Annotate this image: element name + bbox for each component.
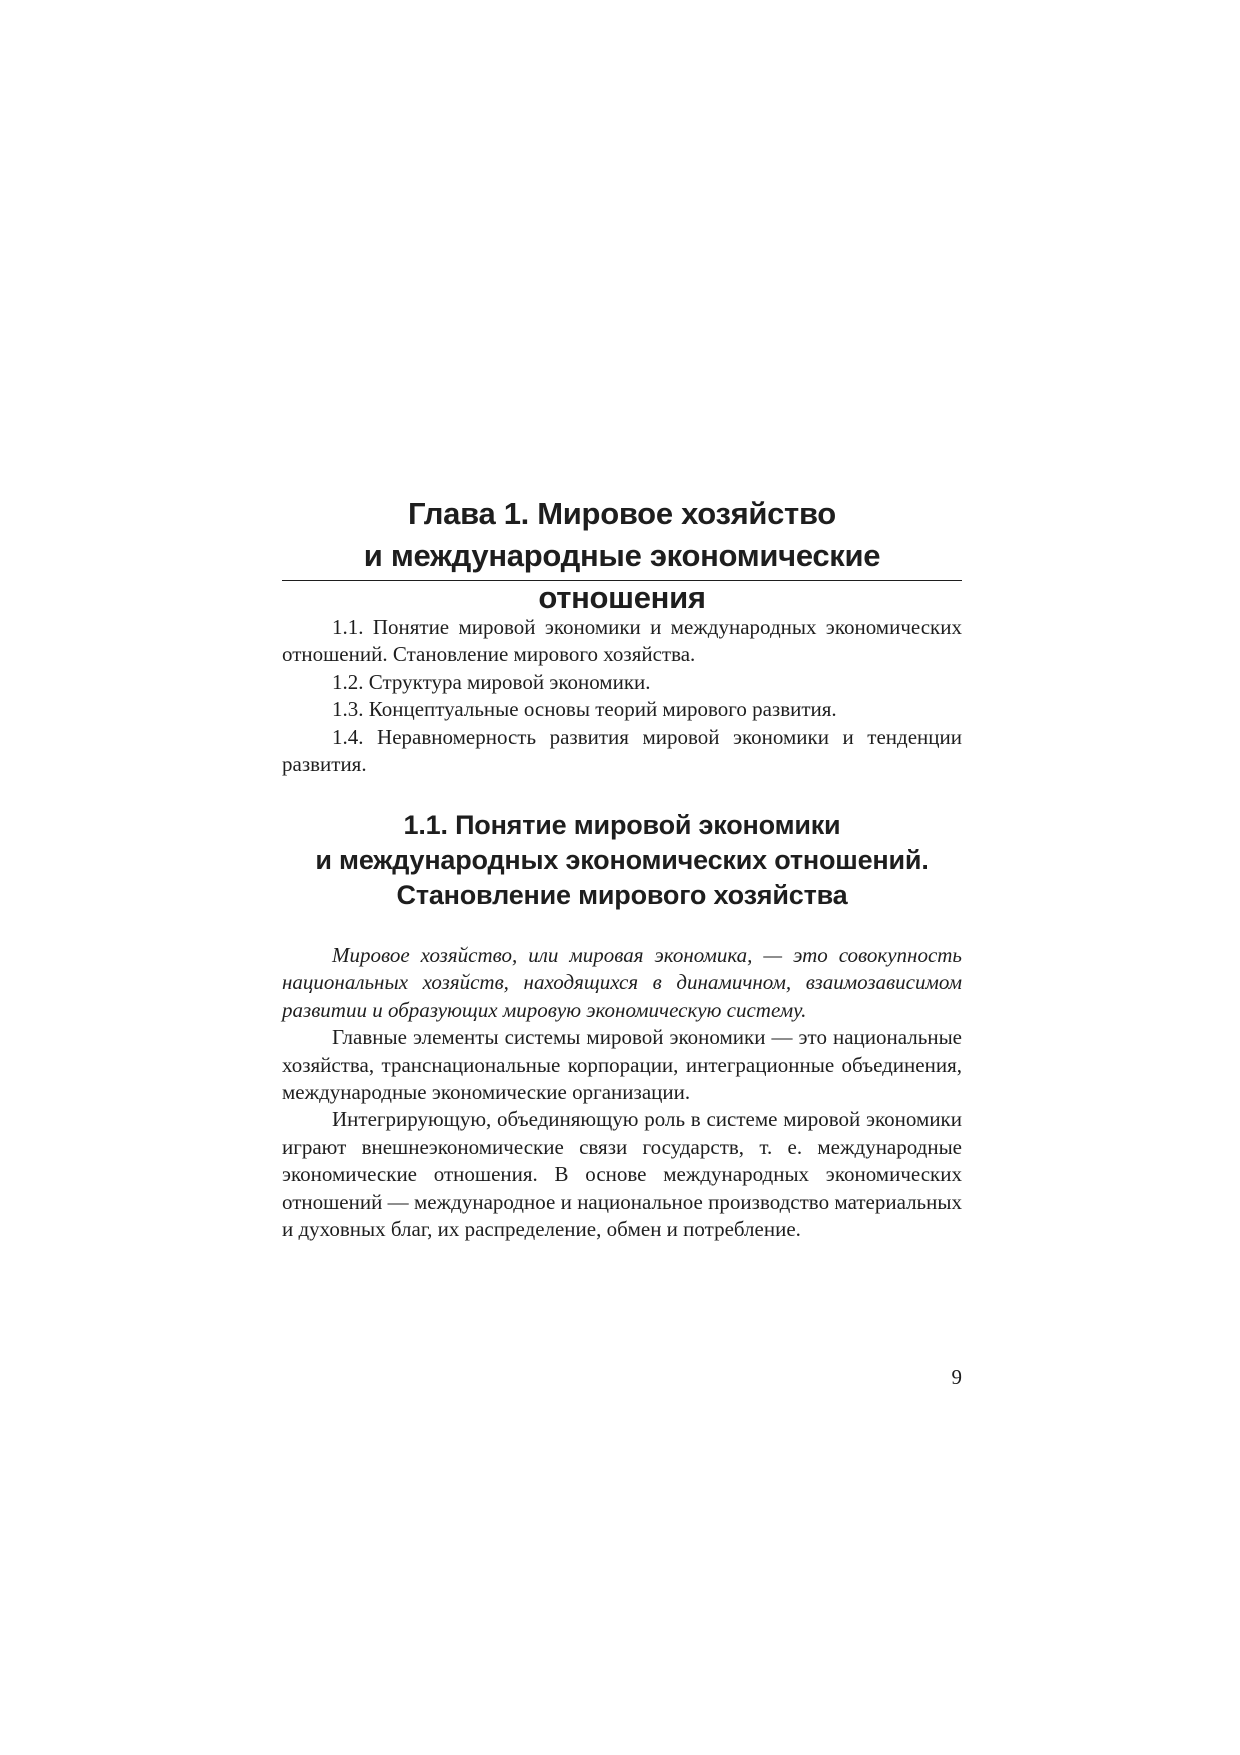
- section-title: [282, 808, 962, 913]
- toc-item: 1.2. Структура мировой экономики.: [332, 669, 651, 694]
- section-title-line-3: Становление мирового хозяйства: [396, 880, 848, 910]
- chapter-title: [282, 493, 962, 619]
- chapter-divider: [282, 580, 962, 581]
- chapter-contents: [282, 614, 962, 778]
- chapter-title-line-1: Глава 1. Мировое хозяйство: [408, 496, 836, 531]
- toc-item: 1.4. Неравномерность развития мировой экономики и тенденции развития.: [282, 724, 962, 777]
- toc-item: 1.1. Понятие мировой экономики и международных экономических отношений. Становление мирового хозяйства.: [282, 615, 962, 667]
- section-body: [282, 942, 962, 1243]
- book-page: [282, 0, 962, 1755]
- section-title-line-2: и международных экономических отношений.: [315, 845, 929, 875]
- toc-item: 1.3. Концептуальные основы теорий мирового развития.: [332, 697, 837, 722]
- chapter-title-line-2: и международные экономические отношения: [363, 538, 881, 615]
- section-title-line-1: 1.1. Понятие мировой экономики: [403, 810, 841, 840]
- definition-paragraph: Мировое хозяйство, или мировая экономика, — это совокупность национальных хозяйств, находящихся в динамичном, взаимозависимом развитии и образующих мировую экономическую систему.: [282, 943, 962, 1022]
- page-number: 9: [951, 1365, 962, 1389]
- body-paragraph: Интегрирующую, объединяющую роль в системе мировой экономики играют внешнеэкономические связи государств, т. е. международные экономические отношения. В основе международных экономических отношений — международное и национальное производство материальных и духовных благ, их распределение, обмен и потребление.: [282, 1107, 962, 1242]
- body-paragraph: Главные элементы системы мировой экономики — это национальные хозяйства, транснациональные корпорации, интеграционные объединения, международные экономические организации.: [282, 1025, 962, 1105]
